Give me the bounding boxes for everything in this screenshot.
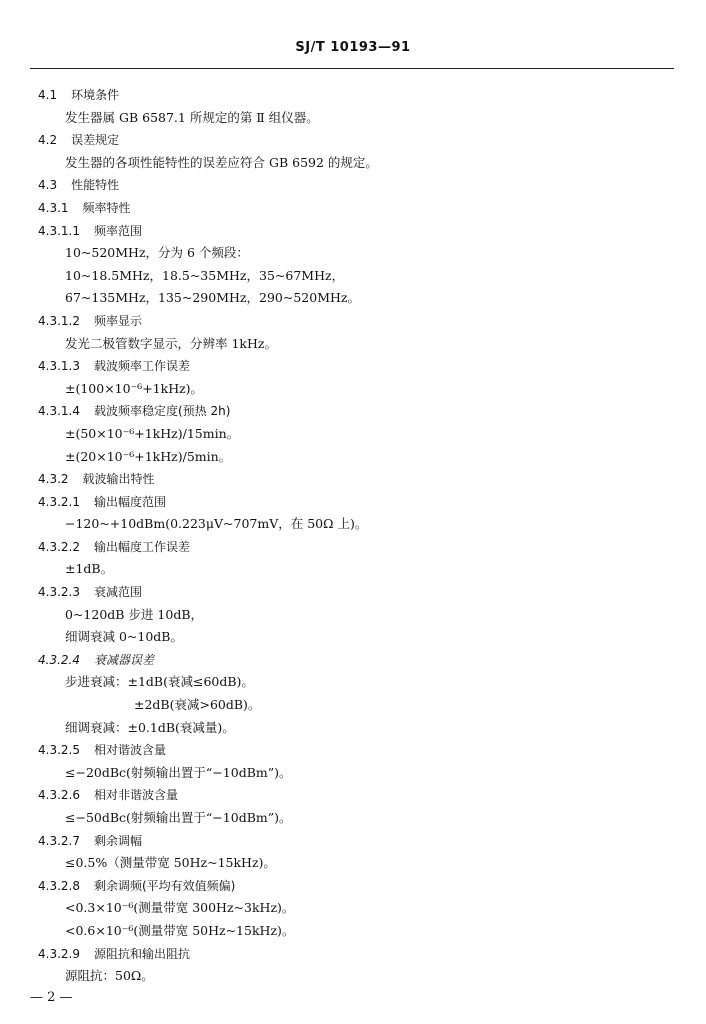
body-text-line: 10~520MHz，分为 6 个频段： bbox=[65, 245, 249, 261]
section-title: 频率显示 bbox=[93, 313, 142, 328]
body-text-line: ±(20×10⁻⁶+1kHz)/5min。 bbox=[65, 448, 232, 464]
section-heading bbox=[38, 649, 668, 672]
section-heading bbox=[38, 355, 668, 378]
body-text-line: ≤−50dBc(射频输出置于“−10dBm”)。 bbox=[65, 810, 292, 825]
section-title: 衰减范围 bbox=[93, 585, 142, 600]
section-heading bbox=[38, 400, 668, 423]
section-heading bbox=[38, 830, 668, 853]
section-title: 衰减器误差 bbox=[93, 652, 154, 667]
section-number: 4.3.1.2 bbox=[38, 313, 80, 328]
section-number: 4.3.1 bbox=[38, 200, 69, 215]
section-title: 性能特性 bbox=[71, 178, 120, 193]
body-text-line: ±(50×10⁻⁶+1kHz)/15min。 bbox=[65, 425, 240, 441]
body-text-line: 67~135MHz，135~290MHz，290~520MHz。 bbox=[65, 290, 360, 306]
section-number: 4.3.1.4 bbox=[38, 404, 80, 419]
body-text-line: 源阻抗：50Ω。 bbox=[65, 968, 154, 984]
section-heading bbox=[38, 220, 668, 243]
section-number: 4.3 bbox=[38, 178, 58, 193]
section-heading bbox=[38, 739, 668, 762]
section-number: 4.2 bbox=[38, 133, 58, 148]
body-text-line: ≤0.5%（测量带宽 50Hz~15kHz)。 bbox=[65, 855, 276, 871]
section-title: 相对非谐波含量 bbox=[93, 788, 178, 803]
document-body bbox=[38, 84, 668, 988]
body-text-line: ±2dB(衰减>60dB)。 bbox=[134, 697, 261, 713]
page-number: — 2 — bbox=[30, 990, 73, 1005]
section-number: 4.3.2.9 bbox=[38, 946, 80, 961]
section-number: 4.3.2.1 bbox=[38, 494, 80, 509]
body-text-line: −120~+10dBm(0.223μV~707mV，在 50Ω 上)。 bbox=[65, 516, 368, 532]
section-heading bbox=[38, 581, 668, 604]
section-title: 源阻抗和输出阻抗 bbox=[93, 946, 190, 961]
body-text-line: 发生器的各项性能特性的误差应符合 GB 6592 的规定。 bbox=[65, 154, 378, 170]
section-heading bbox=[38, 174, 668, 197]
section-number: 4.3.2.5 bbox=[38, 743, 80, 758]
section-title: 频率特性 bbox=[82, 200, 131, 215]
standard-code-header: SJ/T 10193—91 bbox=[295, 40, 411, 55]
body-text-line: <0.3×10⁻⁶(测量带宽 300Hz~3kHz)。 bbox=[65, 900, 295, 916]
section-number: 4.3.2.6 bbox=[38, 788, 80, 803]
section-heading bbox=[38, 875, 668, 898]
body-text-line: ≤−20dBc(射频输出置于“−10dBm”)。 bbox=[65, 764, 292, 780]
section-heading bbox=[38, 943, 668, 966]
section-heading bbox=[38, 197, 668, 220]
body-text-line: 步进衰减：±1dB(衰减≤60dB)。 bbox=[65, 674, 254, 690]
section-number: 4.3.2 bbox=[38, 472, 69, 487]
section-title: 载波输出特性 bbox=[82, 472, 155, 487]
section-title: 环境条件 bbox=[71, 88, 120, 102]
section-heading bbox=[38, 536, 668, 559]
body-text-line: 0~120dB 步进 10dB， bbox=[65, 606, 204, 622]
section-number: 4.3.2.2 bbox=[38, 539, 80, 554]
section-title: 剩余调幅 bbox=[93, 833, 142, 848]
section-title: 载波频率工作误差 bbox=[93, 359, 190, 374]
header-rule bbox=[30, 68, 674, 69]
section-number: 4.3.2.7 bbox=[38, 833, 80, 848]
body-text-line: 细调衰减 0~10dB。 bbox=[65, 629, 183, 645]
body-text-line: <0.6×10⁻⁶(测量带宽 50Hz~15kHz)。 bbox=[65, 922, 295, 938]
body-text-line: 发生器属 GB 6587.1 所规定的第 Ⅱ 组仪器。 bbox=[65, 109, 319, 125]
body-text-line: 发光二极管数字显示，分辨率 1kHz。 bbox=[65, 335, 277, 351]
section-number: 4.3.2.3 bbox=[38, 585, 80, 600]
body-text-line: 10~18.5MHz，18.5~35MHz，35~67MHz， bbox=[65, 267, 345, 283]
section-heading bbox=[38, 84, 668, 107]
section-number: 4.3.2.8 bbox=[38, 878, 80, 893]
section-number: 4.1 bbox=[38, 88, 58, 102]
section-title: 频率范围 bbox=[93, 223, 142, 238]
section-heading bbox=[38, 310, 668, 333]
section-heading bbox=[38, 129, 668, 152]
body-text-line: ±(100×10⁻⁶+1kHz)。 bbox=[65, 380, 204, 396]
body-text-line: 细调衰减：±0.1dB(衰减量)。 bbox=[65, 719, 235, 735]
section-title: 输出幅度范围 bbox=[93, 494, 166, 509]
section-title: 误差规定 bbox=[71, 133, 120, 148]
section-title: 相对谐波含量 bbox=[93, 743, 166, 758]
section-title: 剩余调频(平均有效值频偏) bbox=[93, 878, 236, 893]
section-number: 4.3.1.1 bbox=[38, 223, 80, 238]
section-heading bbox=[38, 468, 668, 491]
section-number: 4.3.2.4 bbox=[38, 652, 80, 667]
section-number: 4.3.1.3 bbox=[38, 359, 80, 374]
section-heading bbox=[38, 784, 668, 807]
section-heading bbox=[38, 491, 668, 514]
section-title: 载波频率稳定度(预热 2h) bbox=[93, 404, 231, 419]
body-text-line: ±1dB。 bbox=[65, 561, 114, 577]
section-title: 输出幅度工作误差 bbox=[93, 539, 190, 554]
